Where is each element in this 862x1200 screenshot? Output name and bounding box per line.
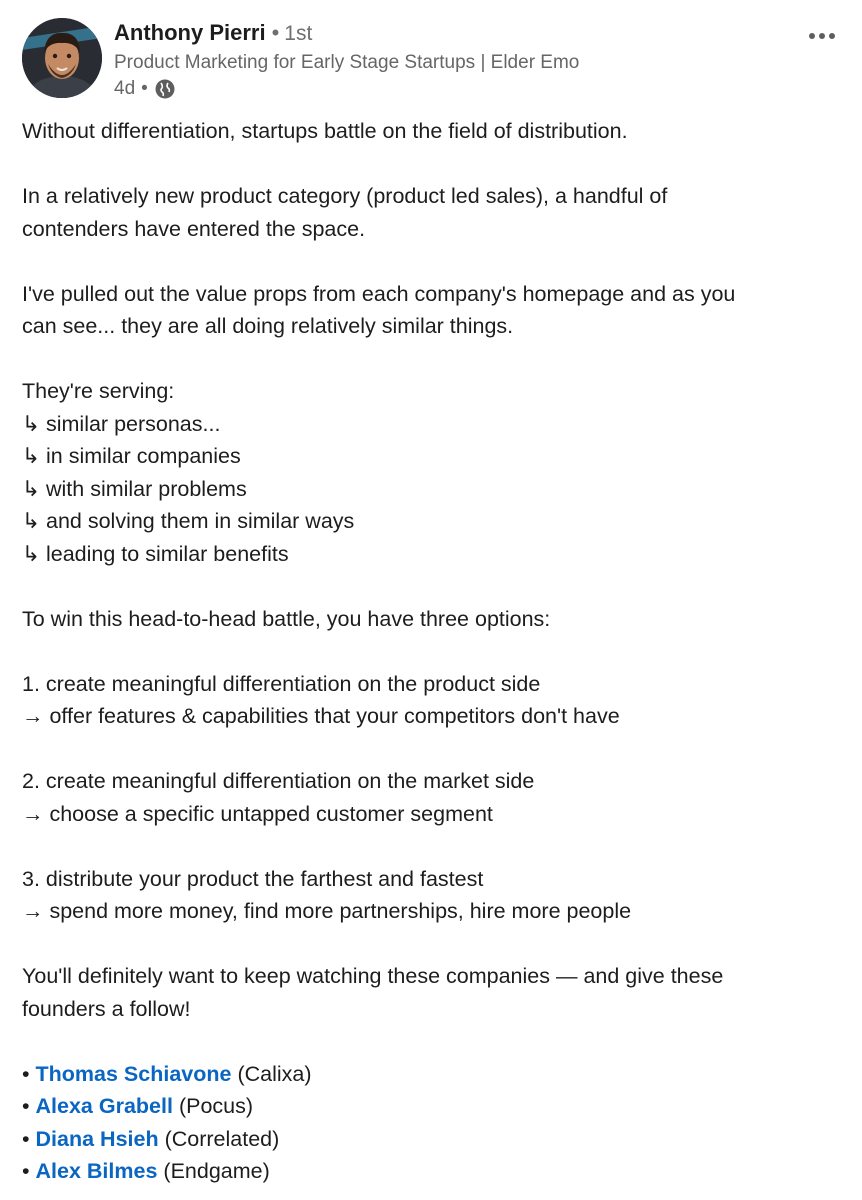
name-separator: • bbox=[271, 20, 280, 45]
serving-item: ↳ with similar problems bbox=[22, 476, 247, 501]
founder-mention-link[interactable]: Diana Hsieh bbox=[35, 1126, 159, 1151]
bullet: • bbox=[22, 1159, 30, 1183]
more-horizontal-icon bbox=[809, 33, 815, 39]
post-paragraph-line: contenders have entered the space. bbox=[22, 216, 366, 241]
founder-mention-link[interactable]: Alexa Grabell bbox=[35, 1094, 173, 1118]
serving-item: ↳ similar personas... bbox=[22, 411, 221, 436]
post-paragraph-line: can see... they are all doing relatively similar things. bbox=[22, 314, 514, 338]
post-header bbox=[22, 16, 842, 106]
serving-heading: They're serving: bbox=[22, 379, 175, 403]
founder-company: (Correlated) bbox=[164, 1126, 280, 1151]
post-paragraph-line: In a relatively new product category (product led sales), a handful of bbox=[22, 184, 668, 208]
connection-degree: 1st bbox=[284, 22, 313, 45]
post-meta bbox=[114, 78, 176, 100]
avatar[interactable] bbox=[22, 18, 102, 98]
post-paragraph-line: I've pulled out the value props from each company's homepage and as you bbox=[22, 281, 736, 306]
more-options-button[interactable] bbox=[802, 24, 842, 48]
option-detail: → choose a specific untapped customer segment bbox=[22, 801, 493, 826]
author-headline: Product Marketing for Early Stage Startups | Elder Emo bbox=[114, 52, 580, 73]
founder-company: (Pocus) bbox=[178, 1094, 254, 1118]
founder-item bbox=[22, 1058, 842, 1091]
profile-photo-icon bbox=[22, 18, 102, 98]
founder-mention-link[interactable]: Alex Bilmes bbox=[35, 1159, 158, 1183]
author-name[interactable]: Anthony Pierri bbox=[114, 20, 266, 45]
bullet: • bbox=[22, 1094, 30, 1118]
bullet: • bbox=[22, 1126, 30, 1151]
founder-item bbox=[22, 1123, 842, 1156]
option-detail: → spend more money, find more partnerships, hire more people bbox=[22, 899, 632, 923]
post-text bbox=[22, 115, 842, 1188]
founder-company: (Calixa) bbox=[237, 1061, 312, 1086]
closing-line: You'll definitely want to keep watching these companies — and give these bbox=[22, 964, 724, 988]
founder-item bbox=[22, 1090, 842, 1123]
bullet: • bbox=[22, 1061, 30, 1086]
meta-separator: • bbox=[141, 78, 148, 99]
globe-icon bbox=[154, 78, 176, 100]
founder-company: (Endgame) bbox=[163, 1159, 270, 1183]
founder-item bbox=[22, 1155, 842, 1188]
post-intro: Without differentiation, startups battle on the field of distribution. bbox=[22, 119, 628, 143]
post-time: 4d bbox=[114, 78, 136, 99]
serving-item: ↳ in similar companies bbox=[22, 444, 241, 468]
option-title: 2. create meaningful differentiation on the market side bbox=[22, 769, 535, 793]
option-title: 1. create meaningful differentiation on the product side bbox=[22, 671, 541, 696]
founder-mention-link[interactable]: Thomas Schiavone bbox=[35, 1061, 232, 1086]
serving-item: ↳ leading to similar benefits bbox=[22, 541, 289, 566]
author-name-row bbox=[114, 20, 312, 46]
closing-line: founders a follow! bbox=[22, 996, 191, 1021]
options-intro: To win this head-to-head battle, you have three options: bbox=[22, 606, 551, 631]
serving-item: ↳ and solving them in similar ways bbox=[22, 509, 355, 533]
option-detail: → offer features & capabilities that your competitors don't have bbox=[22, 704, 620, 728]
option-title: 3. distribute your product the farthest and fastest bbox=[22, 866, 484, 891]
